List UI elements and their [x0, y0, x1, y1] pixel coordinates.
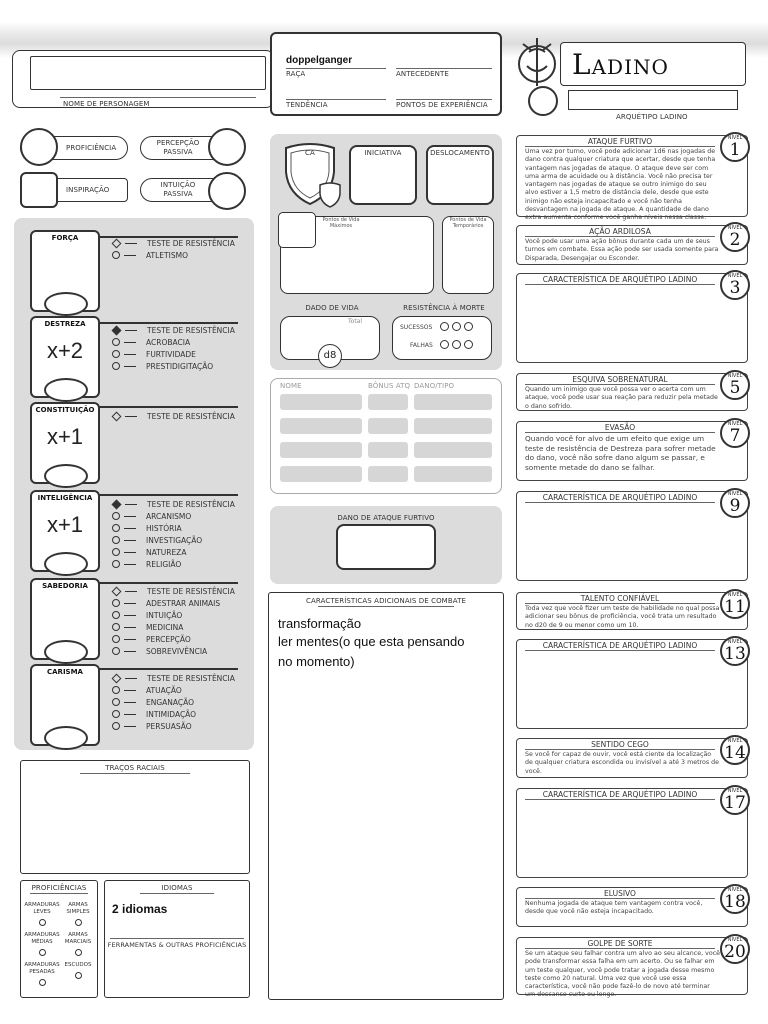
save-constitution[interactable]: TESTE DE RESISTÊNCIA	[112, 410, 235, 422]
combat-note-line3[interactable]: no momento)	[278, 654, 355, 669]
passive-perception-input[interactable]	[208, 128, 246, 166]
skill-dot-icon	[112, 338, 120, 346]
skill-investigation[interactable]: INVESTIGAÇÃO	[112, 534, 202, 546]
racial-traits-title: TRAÇOS RACIAIS	[105, 764, 165, 772]
skill-perception[interactable]: PERCEPÇÃO	[112, 633, 191, 645]
max-hp-tab	[278, 212, 316, 248]
skill-dot-icon	[112, 647, 120, 655]
feature-archetype-3[interactable]	[516, 273, 748, 363]
feature-title: ATAQUE FURTIVO	[525, 137, 715, 147]
level-badge: NÍVEL 3	[720, 270, 750, 300]
failure-checkboxes[interactable]	[440, 340, 473, 349]
hit-dice-total-label: Total	[348, 318, 363, 325]
skill-dot-icon	[112, 635, 120, 643]
success-checkboxes[interactable]	[440, 322, 473, 331]
attack-row-damage[interactable]	[414, 418, 492, 434]
attack-row-bonus[interactable]	[368, 418, 408, 434]
feature-elusive	[516, 887, 748, 927]
ac-label: CA	[305, 149, 315, 157]
save-strength[interactable]: TESTE DE RESISTÊNCIA	[112, 237, 235, 249]
ability-name: SABEDORIA	[42, 582, 88, 590]
racial-traits-box[interactable]	[20, 760, 250, 874]
skill-dot-icon	[112, 611, 120, 619]
feature-stroke-of-luck	[516, 937, 748, 999]
passive-insight-label: INTUIÇÃO PASSIVA	[160, 181, 196, 198]
xp-label: PONTOS DE EXPERIÊNCIA	[396, 101, 488, 109]
attack-row-damage[interactable]	[414, 466, 492, 482]
prof-heavy-armor[interactable]: ARMADURAS PESADAS	[22, 962, 62, 986]
temp-hp-label: Pontos de Vida Temporários	[449, 217, 487, 229]
attack-row-name[interactable]	[280, 442, 362, 458]
alignment-label: TENDÊNCIA	[286, 101, 328, 109]
skill-animal-handling[interactable]: ADESTRAR ANIMAIS	[112, 597, 220, 609]
shield-small-icon	[318, 182, 342, 208]
save-intelligence[interactable]: TESTE DE RESISTÊNCIA	[112, 498, 235, 510]
skill-arcana[interactable]: ARCANISMO	[112, 510, 191, 522]
archetype-field[interactable]	[568, 90, 738, 110]
skill-performance[interactable]: ATUAÇÃO	[112, 684, 182, 696]
skill-acrobatics[interactable]: ACROBACIA	[112, 336, 190, 348]
skill-dot-icon	[112, 686, 120, 694]
skill-medicine[interactable]: MEDICINA	[112, 621, 183, 633]
level-badge: NÍVEL 18	[720, 884, 750, 914]
proficiency-label: PROFICIÊNCIA	[66, 144, 117, 152]
skill-dot-icon	[112, 548, 120, 556]
attack-row-damage[interactable]	[414, 394, 492, 410]
skill-deception[interactable]: ENGANAÇÃO	[112, 696, 194, 708]
attack-row-name[interactable]	[280, 418, 362, 434]
inspiration-input[interactable]	[20, 172, 58, 208]
background-label: ANTECEDENTE	[396, 70, 449, 78]
save-diamond-icon	[112, 411, 122, 421]
save-diamond-icon	[112, 238, 122, 248]
ability-score-oval[interactable]	[44, 640, 88, 664]
attacks-header-name: NOME	[280, 382, 302, 390]
inspiration-label: INSPIRAÇÃO	[66, 186, 110, 194]
languages-value[interactable]: 2 idiomas	[112, 902, 168, 916]
ability-name: INTELIGÊNCIA	[37, 494, 93, 502]
save-dexterity[interactable]: TESTE DE RESISTÊNCIA	[112, 324, 235, 336]
level-badge: NÍVEL 2	[720, 222, 750, 252]
feature-title: EVASÃO	[525, 423, 715, 433]
languages-box[interactable]	[104, 880, 250, 998]
prof-shields[interactable]: ESCUDOS	[58, 962, 98, 979]
combat-note-line1[interactable]: transformação	[278, 616, 362, 631]
level-badge: NÍVEL 13	[720, 636, 750, 666]
ability-intelligence	[30, 490, 100, 572]
feature-title: GOLPE DE SORTE	[525, 939, 715, 949]
feature-description: Se você for capaz de ouvir, você está ciente da localização de qualquer criatura escondida ou invisível a até 3 metros de você.	[525, 751, 720, 775]
attack-row-name[interactable]	[280, 394, 362, 410]
feature-title: AÇÃO ARDILOSA	[525, 227, 715, 237]
feature-description: Se um ataque seu falhar contra um alvo ao seu alcance, você pode transformar essa falha em um acerto. Ou se falhar em um teste qualquer, você pode tratar a jogada desse mesmo teste como 20 natural. Uma vez que você use essa característica, você não pode fazê-lo de novo até terminar um descanso curto ou longo.	[525, 950, 721, 999]
ability-score-oval[interactable]	[44, 292, 88, 316]
feature-archetype-9[interactable]	[516, 491, 748, 581]
character-name-field[interactable]	[30, 56, 266, 90]
save-charisma[interactable]: TESTE DE RESISTÊNCIA	[112, 672, 235, 684]
attack-row-name[interactable]	[280, 466, 362, 482]
skill-dot-icon	[112, 536, 120, 544]
feature-title: CARACTERÍSTICA DE ARQUÉTIPO LADINO	[525, 493, 715, 503]
failures-label: FALHAS	[410, 342, 433, 349]
ability-score-oval[interactable]	[44, 464, 88, 488]
skill-intimidation[interactable]: INTIMIDAÇÃO	[112, 708, 196, 720]
attack-row-bonus[interactable]	[368, 442, 408, 458]
archetype-label: ARQUÉTIPO LADINO	[616, 113, 688, 121]
skill-insight[interactable]: INTUIÇÃO	[112, 609, 182, 621]
save-diamond-filled-icon	[112, 499, 122, 509]
passive-insight-input[interactable]	[208, 172, 246, 210]
skill-religion[interactable]: RELIGIÃO	[112, 558, 181, 570]
feature-cunning-action	[516, 225, 748, 265]
level-badge: NÍVEL 9	[720, 488, 750, 518]
ability-modifier[interactable]: x+2	[46, 338, 84, 363]
sneak-attack-label: DANO DE ATAQUE FURTIVO	[337, 514, 435, 522]
attack-row-damage[interactable]	[414, 442, 492, 458]
skill-dot-icon	[112, 512, 120, 520]
level-badge: NÍVEL 14	[720, 735, 750, 765]
sneak-attack-input[interactable]	[336, 524, 436, 570]
feature-title: CARACTERÍSTICA DE ARQUÉTIPO LADINO	[525, 275, 715, 285]
ability-name: CARISMA	[47, 668, 83, 676]
ability-score-oval[interactable]	[44, 726, 88, 750]
feature-title: CARACTERÍSTICA DE ARQUÉTIPO LADINO	[525, 641, 715, 651]
ability-score-oval[interactable]	[44, 378, 88, 402]
ability-name: FORÇA	[51, 234, 79, 242]
class-emblem	[515, 32, 559, 92]
feature-title: CARACTERÍSTICA DE ARQUÉTIPO LADINO	[525, 790, 715, 800]
rogue-emblem-icon	[515, 32, 559, 92]
attacks-header-bonus: BÔNUS ATQ	[368, 382, 411, 390]
ability-modifier[interactable]: x+1	[46, 512, 84, 537]
tools-title: FERRAMENTAS & OUTRAS PROFICIÊNCIAS	[107, 941, 247, 949]
prof-medium-armor[interactable]: ARMADURAS MÉDIAS	[22, 932, 62, 956]
save-diamond-icon	[112, 586, 122, 596]
skill-dot-icon	[112, 599, 120, 607]
skill-persuasion[interactable]: PERSUASÃO	[112, 720, 192, 732]
skill-dot-icon	[112, 623, 120, 631]
speed-label: DESLOCAMENTO	[430, 149, 490, 157]
save-wisdom[interactable]: TESTE DE RESISTÊNCIA	[112, 585, 235, 597]
feature-description: Quando você for alvo de um efeito que exige um teste de resistência de Destreza para sofrer metade do dano, você não sofre dano algum se passar, e somente metade do dano se falhar.	[525, 434, 716, 472]
max-hp-label: Pontos de Vida Máximos	[322, 217, 360, 229]
level-badge: NÍVEL 17	[720, 785, 750, 815]
character-name-label: NOME DE PERSONAGEM	[63, 100, 150, 108]
class-name: Ladino	[572, 48, 669, 81]
initiative-label: INICIATIVA	[364, 149, 402, 157]
additional-combat-title: CARACTERÍSTICAS ADICIONAIS DE COMBATE	[306, 597, 466, 605]
proficiencies-title: PROFICIÊNCIAS	[31, 884, 87, 892]
skill-dot-icon	[112, 350, 120, 358]
ability-modifier[interactable]: x+1	[46, 424, 84, 449]
prof-simple-weapons[interactable]: ARMAS SIMPLES	[58, 902, 98, 926]
feature-reliable-talent	[516, 592, 748, 630]
skill-stealth[interactable]: FURTIVIDADE	[112, 348, 196, 360]
save-diamond-filled-icon	[112, 325, 122, 335]
successes-label: SUCESSOS	[400, 324, 433, 331]
ability-wisdom	[30, 578, 100, 660]
feature-title: ELUSIVO	[525, 889, 715, 899]
level-badge: NÍVEL 5	[720, 370, 750, 400]
emblem-medal	[528, 86, 558, 116]
feature-blindsense	[516, 738, 748, 778]
ability-constitution	[30, 402, 100, 484]
feature-description: Quando um inimigo que você possa ver o acerta com um ataque, você pode usar sua reação para reduzir pela metade o dano sofrido.	[525, 386, 718, 410]
passive-perception-label: PERCEPÇÃO PASSIVA	[156, 139, 200, 156]
skill-sleight-of-hand[interactable]: PRESTIDIGITAÇÃO	[112, 360, 213, 372]
save-diamond-icon	[112, 673, 122, 683]
feature-title: SENTIDO CEGO	[525, 740, 715, 750]
ability-name: DESTREZA	[44, 320, 86, 328]
ability-strength	[30, 230, 100, 312]
ability-charisma	[30, 664, 100, 746]
skill-dot-icon	[112, 698, 120, 706]
hit-die-value[interactable]: d8	[318, 344, 342, 368]
level-badge: NÍVEL 20	[720, 934, 750, 964]
skill-survival[interactable]: SOBREVIVÊNCIA	[112, 645, 207, 657]
feature-title: TALENTO CONFIÁVEL	[525, 594, 715, 604]
skill-athletics[interactable]: ATLETISMO	[112, 249, 188, 261]
level-badge: NÍVEL 1	[720, 132, 750, 162]
prof-martial-weapons[interactable]: ARMAS MARCIAIS	[58, 932, 98, 956]
skill-dot-icon	[112, 362, 120, 370]
skill-dot-icon	[112, 560, 120, 568]
skill-history[interactable]: HISTÓRIA	[112, 522, 182, 534]
feature-title: ESQUIVA SOBRENATURAL	[525, 375, 715, 385]
attack-row-bonus[interactable]	[368, 394, 408, 410]
level-badge: NÍVEL 11	[720, 589, 750, 619]
level-badge: NÍVEL 7	[720, 418, 750, 448]
attack-row-bonus[interactable]	[368, 466, 408, 482]
skill-nature[interactable]: NATUREZA	[112, 546, 186, 558]
skill-dot-icon	[112, 524, 120, 532]
feature-evasion	[516, 421, 748, 481]
feature-description: Toda vez que você fizer um teste de habilidade no qual possa adicionar seu bônus de proficiência, você trata um resultado no d20 de 9 ou menor como um 10.	[525, 605, 720, 629]
feature-description: Uma vez por turno, você pode adicionar 1d6 nas jogadas de dano contra qualquer criatura que acertar, desde que tenha vantagem nas jogadas de ataque. O ataque deve ser com uma arma de acuidade ou à distância. Você não precisa ter vantagem nas jogadas de ataque se outro inimigo do seu alvo estiver a 1,5 metro de distância dele, desde que este inimigo não esteja incapacitado e você não tenha desvantagem na jogada de ataque. A quantidade de dano extra aumenta conforme você ganha níveis nessa classe.	[525, 148, 716, 222]
ability-dexterity	[30, 316, 100, 398]
skill-dot-icon	[112, 722, 120, 730]
proficiency-input[interactable]	[20, 128, 58, 166]
ability-score-oval[interactable]	[44, 552, 88, 576]
feature-sneak-attack	[516, 135, 748, 222]
prof-light-armor[interactable]: ARMADURAS LEVES	[22, 902, 62, 926]
race-label: RAÇA	[286, 70, 306, 78]
feature-description: Você pode usar uma ação bônus durante cada um de seus turnos em combate. Essa ação pode ser usada somente para Disparada, Desengajar ou Esconder.	[525, 238, 719, 262]
feature-description: Nenhuma jogada de ataque tem vantagem contra você, desde que você não esteja incapacitado.	[525, 900, 703, 916]
feature-uncanny-dodge	[516, 373, 748, 411]
feature-archetype-13[interactable]	[516, 639, 748, 729]
skill-dot-icon	[112, 251, 120, 259]
attacks-header-damage: DANO/TIPO	[414, 382, 455, 390]
ability-name: CONSTITUIÇÃO	[35, 406, 95, 414]
hit-dice-label: DADO DE VIDA	[305, 304, 359, 312]
languages-title: IDIOMAS	[161, 884, 193, 892]
feature-archetype-17[interactable]	[516, 788, 748, 878]
death-saves-label: RESISTÊNCIA À MORTE	[403, 304, 485, 312]
character-name-value[interactable]: doppelganger	[286, 55, 353, 66]
skill-dot-icon	[112, 710, 120, 718]
combat-note-line2[interactable]: ler mentes(o que esta pensando	[278, 634, 465, 649]
